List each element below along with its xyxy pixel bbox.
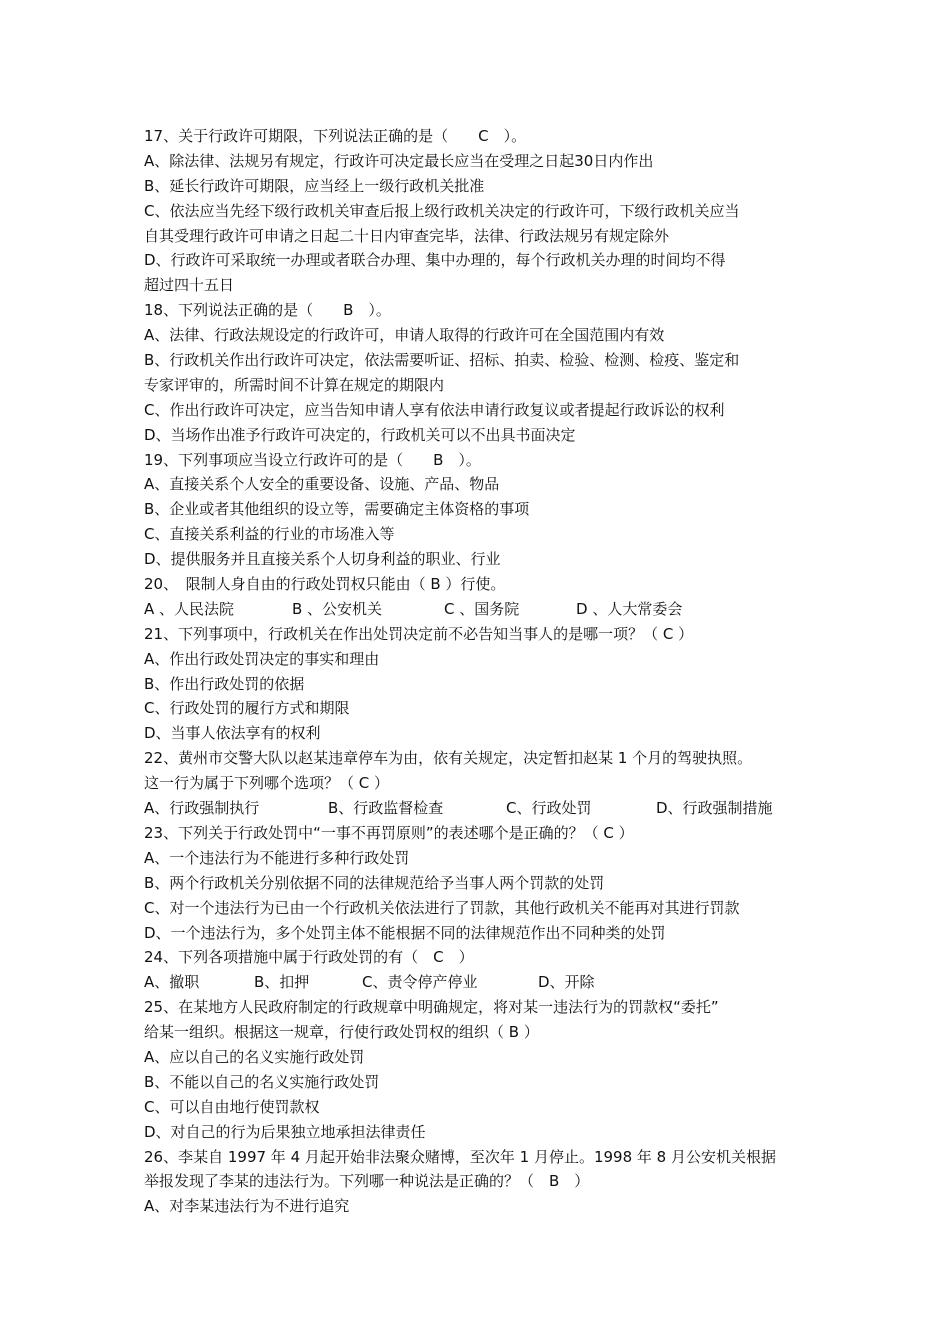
option-26-a: A、对李某违法行为不进行追究: [144, 1197, 350, 1216]
question-23: 23、下列关于行政处罚中“一事不再罚原则”的表述哪个是正确的？（ C ）: [144, 823, 634, 842]
question-24: 24、下列各项措施中属于行政处罚的有（ C ）: [144, 948, 474, 967]
option-20-b: B 、公安机关: [292, 599, 383, 618]
option-21-a: A、作出行政处罚决定的事实和理由: [144, 649, 380, 668]
question-26-cont: 举报发现了李某的违法行为。下列哪一种说法是正确的？（ B ）: [144, 1172, 590, 1191]
option-25-c: C、可以自由地行使罚款权: [144, 1097, 320, 1116]
document-body: [144, 124, 834, 1219]
option-18-a: A、法律、行政法规设定的行政许可，申请人取得的行政许可在全国范围内有效: [144, 326, 665, 345]
question-19: 19、下列事项应当设立行政许可的是（ B ）。: [144, 450, 481, 469]
question-22: 22、黄州市交警大队以赵某违章停车为由，依有关规定，决定暂扣赵某 1 个月的驾驶执照。: [144, 749, 753, 768]
question-20: 20、 限制人身自由的行政处罚权只能由（ B ）行使。: [144, 575, 506, 594]
option-19-d: D、提供服务并且直接关系个人切身利益的职业、行业: [144, 550, 501, 569]
option-24-a: A、撤职: [144, 973, 200, 992]
option-23-d: D、一个违法行为，多个处罚主体不能根据不同的法律规范作出不同种类的处罚: [144, 923, 666, 942]
option-19-b: B、企业或者其他组织的设立等，需要确定主体资格的事项: [144, 500, 530, 519]
option-18-b-cont: 专家评审的，所需时间不计算在规定的期限内: [144, 375, 445, 394]
option-24-c: C、责令停产停业: [362, 973, 478, 992]
question-18: 18、下列说法正确的是（ B ）。: [144, 301, 391, 320]
option-25-d: D、对自己的行为后果独立地承担法律责任: [144, 1122, 426, 1141]
question-25-cont: 给某一组织。根据这一规章，行使行政处罚权的组织（ B ）: [144, 1023, 539, 1042]
option-25-b: B、不能以自己的名义实施行政处罚: [144, 1072, 380, 1091]
options-22: [144, 796, 834, 821]
option-17-d-cont: 超过四十五日: [144, 276, 235, 295]
option-19-c: C、直接关系利益的行业的市场准入等: [144, 525, 395, 544]
option-22-a: A、行政强制执行: [144, 799, 260, 818]
option-20-c: C 、国务院: [444, 599, 520, 618]
option-23-c: C、对一个违法行为已由一个行政机关依法进行了罚款，其他行政机关不能再对其进行罚款: [144, 898, 740, 917]
option-17-a: A、除法律、法规另有规定，行政许可决定最长应当在受理之日起30日内作出: [144, 151, 654, 170]
option-25-a: A、应以自己的名义实施行政处罚: [144, 1047, 365, 1066]
question-21: 21、下列事项中，行政机关在作出处罚决定前不必告知当事人的是哪一项？（ C ）: [144, 624, 694, 643]
option-23-a: A、一个违法行为不能进行多种行政处罚: [144, 848, 410, 867]
option-20-d: D 、人大常委会: [576, 599, 683, 618]
option-18-d: D、当场作出准予行政许可决定的，行政机关可以不出具书面决定: [144, 425, 576, 444]
option-18-b: B、行政机关作出行政许可决定，依法需要听证、招标、拍卖、检验、检测、检疫、鉴定和: [144, 351, 740, 370]
option-24-b: B、扣押: [254, 973, 310, 992]
option-17-c-cont: 自其受理行政许可申请之日起二十日内审查完毕，法律、行政法规另有规定除外: [144, 226, 670, 245]
option-21-b: B、作出行政处罚的依据: [144, 674, 305, 693]
options-20: [144, 597, 834, 622]
option-17-d: D、行政许可采取统一办理或者联合办理、集中办理的，每个行政机关办理的时间均不得: [144, 251, 726, 270]
option-23-b: B、两个行政机关分别依据不同的法律规范给予当事人两个罚款的处罚: [144, 873, 605, 892]
option-19-a: A、直接关系个人安全的重要设备、设施、产品、物品: [144, 475, 500, 494]
option-18-c: C、作出行政许可决定，应当告知申请人享有依法申请行政复议或者提起行政诉讼的权利: [144, 400, 725, 419]
option-21-d: D、当事人依法享有的权利: [144, 724, 321, 743]
question-25: 25、在某地方人民政府制定的行政规章中明确规定，将对某一违法行为的罚款权“委托”: [144, 998, 719, 1017]
option-17-c: C、依法应当先经下级行政机关审查后报上级行政机关决定的行政许可，下级行政机关应当: [144, 201, 740, 220]
option-21-c: C、行政处罚的履行方式和期限: [144, 699, 350, 718]
option-22-c: C、行政处罚: [506, 799, 592, 818]
option-17-b: B、延长行政许可期限，应当经上一级行政机关批准: [144, 176, 485, 195]
question-17: 17、关于行政许可期限，下列说法正确的是（ C ）。: [144, 127, 527, 145]
option-22-d: D、行政强制措施: [656, 799, 773, 818]
option-24-d: D、开除: [538, 973, 595, 992]
option-20-a: A 、人民法院: [144, 599, 235, 618]
option-22-b: B、行政监督检查: [328, 799, 444, 818]
question-22-cont: 这一行为属于下列哪个选项？（ C ）: [144, 774, 390, 793]
question-26: 26、李某自 1997 年 4 月起开始非法聚众赌博，至次年 1 月停止。1998 年 8 月公安机关根据: [144, 1147, 776, 1166]
options-24: [144, 970, 834, 995]
